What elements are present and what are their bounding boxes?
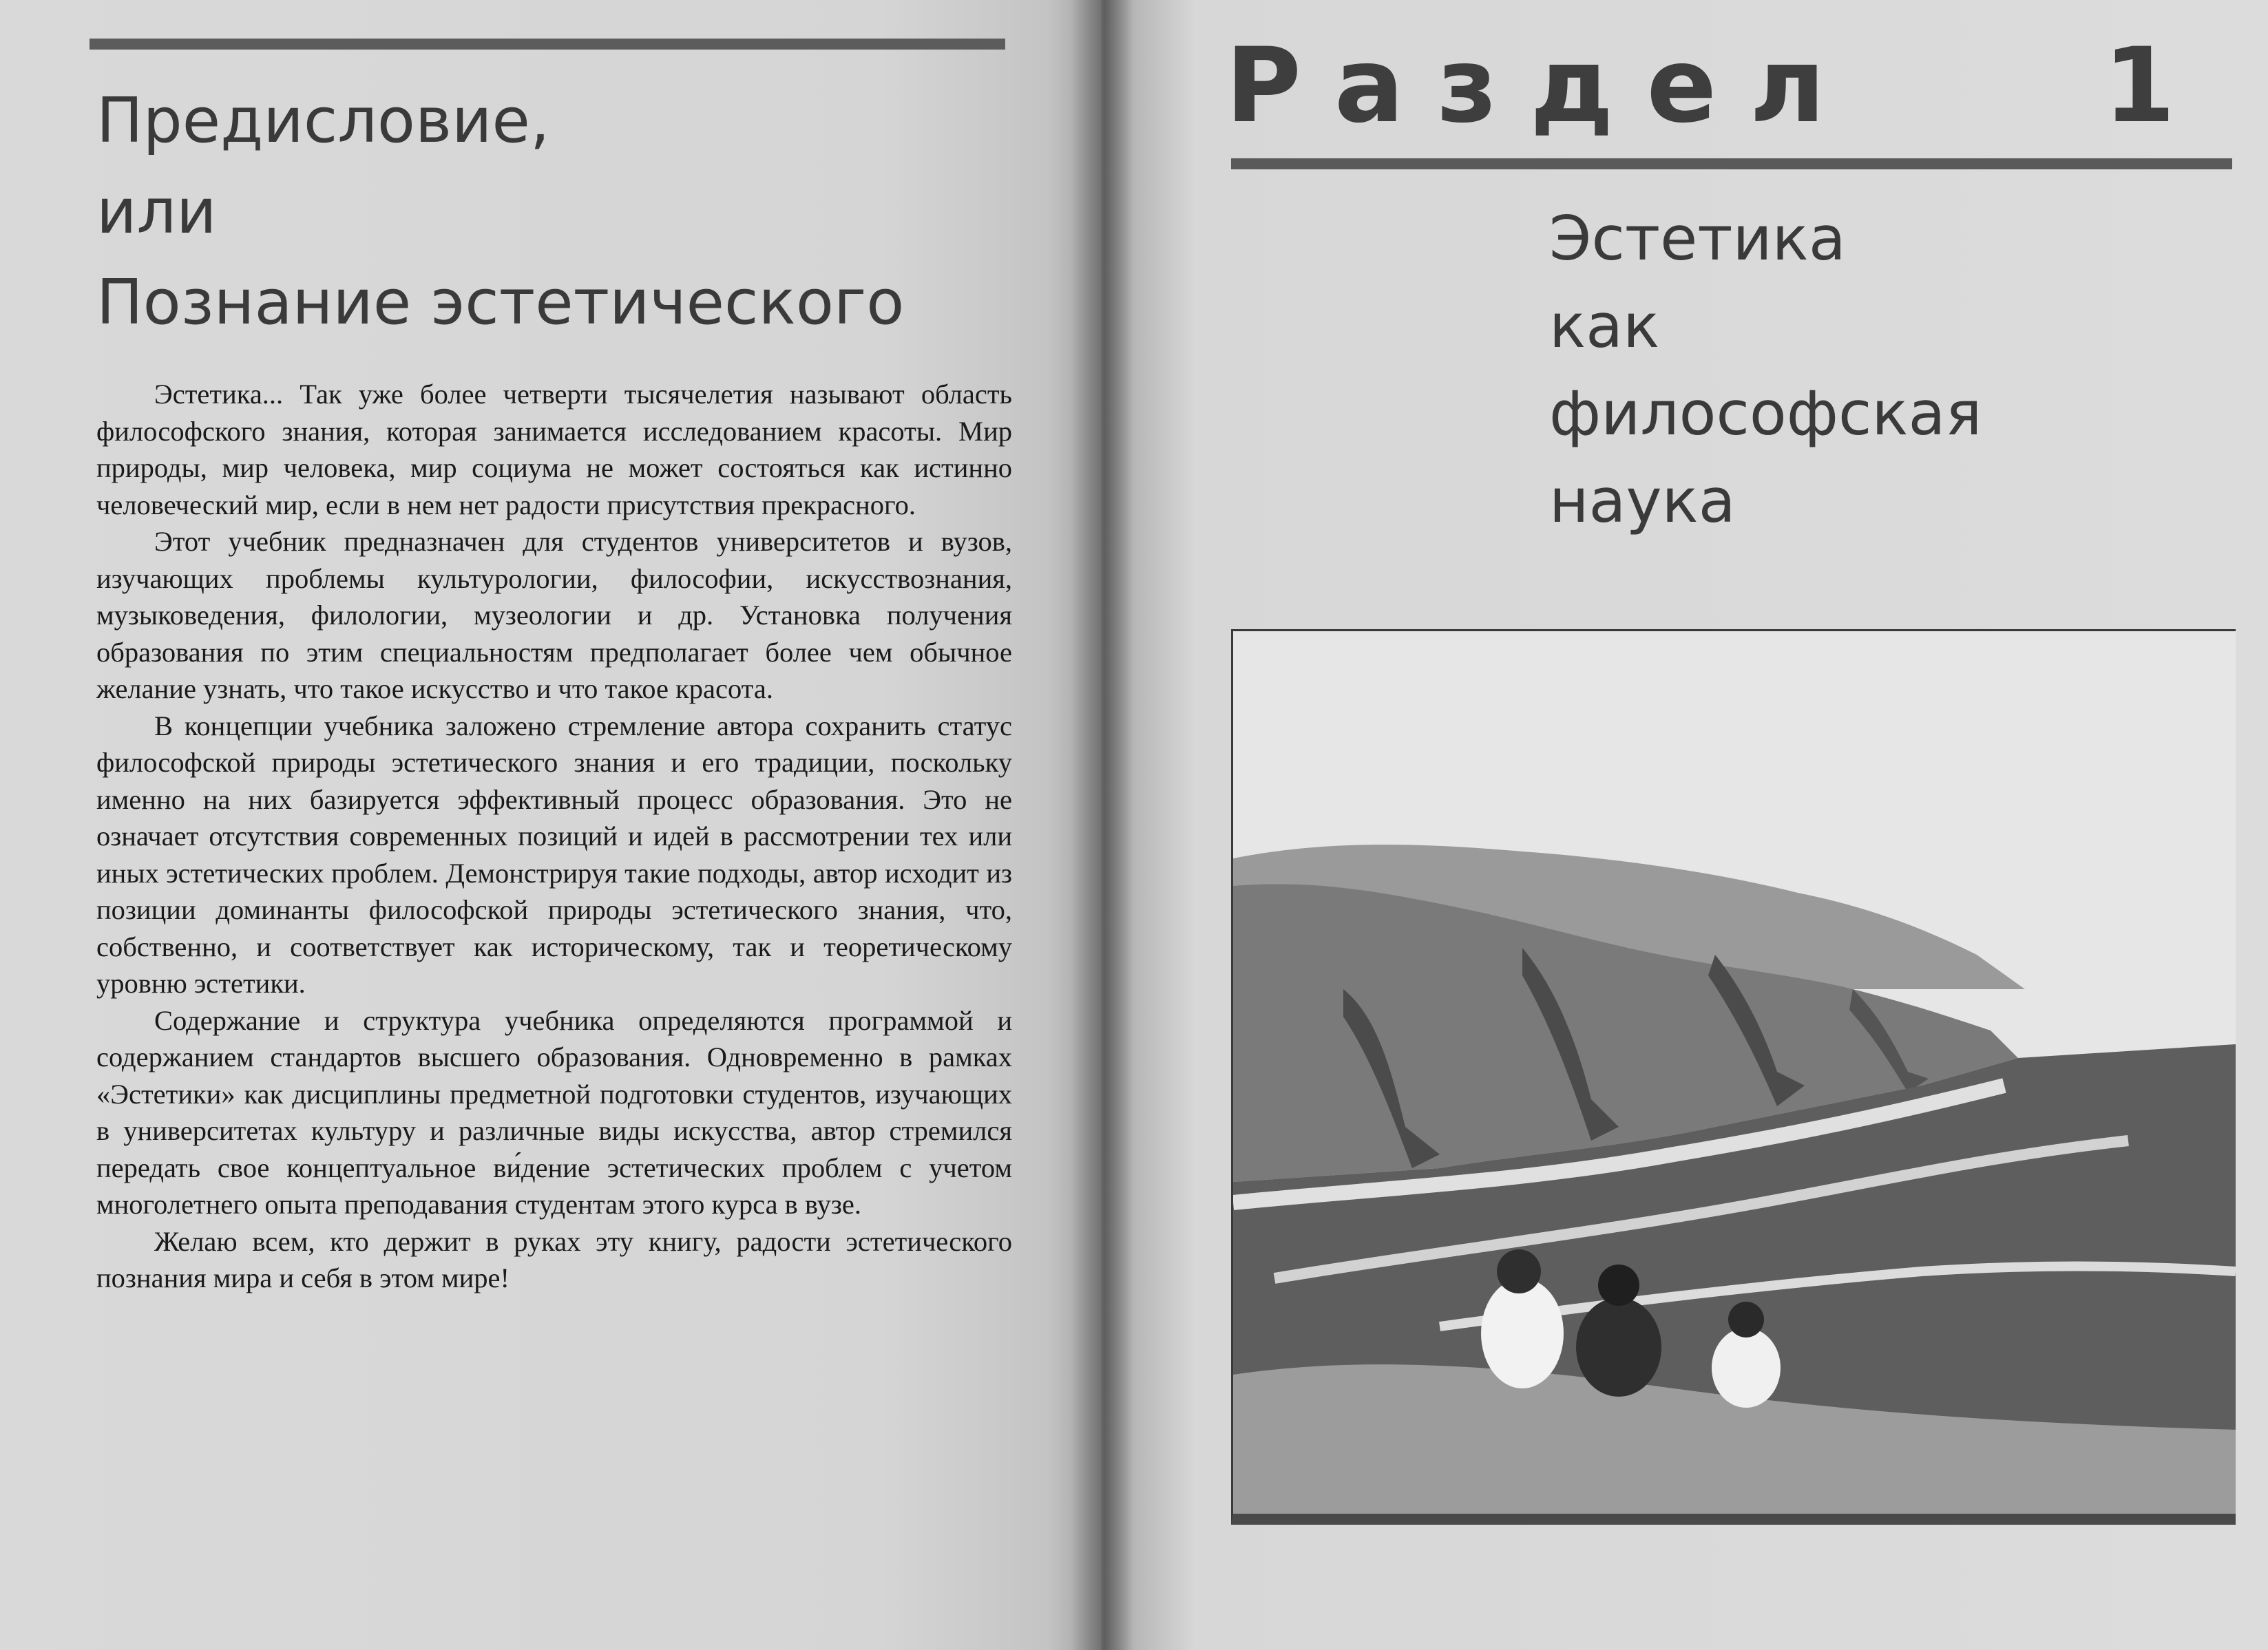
preface-title-line-3: Познание эстетического — [96, 266, 905, 339]
paragraph-3: В концепции учебника заложено стремление автора сохранить статус философской природы эстетического знания и его традиции, поскольку именно на них базируется эффективный процесс образования. Это не означает отсутствия современных позиций и идей в рассмотрении тех или иных эстетических проблем. Демонстрируя такие подходы, автор исходит из позиции доминанты философской природы эстетического знания, что, собственно, и соответствует как историческому, так и теоретическому уровню эстетики. — [96, 710, 1012, 999]
paragraph-1: Эстетика... Так уже более четверти тысячелетия называют область философского знания, которая занимается исследованием красоты. Мир природы, мир человека, мир социума не может состояться как истинно человеческий мир, если в нем нет радости присутствия прекрасного. — [96, 379, 1012, 520]
section-title-line-3: философская — [1549, 378, 1982, 449]
top-rule-right — [1231, 158, 2232, 169]
photo-person-2-head — [1598, 1265, 1639, 1306]
section-heading — [1226, 26, 2176, 146]
photo-person-2 — [1576, 1298, 1661, 1397]
section-word: Раздел — [1226, 26, 1859, 146]
photo-illustration — [1233, 631, 2236, 1514]
section-title-line-2: как — [1549, 290, 1660, 361]
paragraph-5: Желаю всем, кто держит в руках эту книгу, радости эстетического познания мира и себя в этом мире! — [96, 1225, 1012, 1293]
section-number: 1 — [2103, 26, 2176, 146]
preface-title — [96, 76, 1012, 348]
paragraph-2: Этот учебник предназначен для студентов университетов и вузов, изучающих проблемы культурологии, философии, искусствознания, музыковедения, филологии, музеологии и др. Установка получения образования по этим специальностям предполагает более чем обычное желание узнать, что такое искусство и что такое красота. — [96, 526, 1012, 704]
preface-body — [96, 376, 1012, 1297]
photo-person-3-head — [1728, 1302, 1764, 1337]
photo-person-1-head — [1497, 1249, 1541, 1293]
coastal-cliffs-photo — [1231, 629, 2236, 1525]
photo-person-1 — [1481, 1278, 1564, 1388]
section-title-line-1: Эстетика — [1549, 203, 1846, 274]
top-rule-left — [90, 39, 1005, 50]
paragraph-4: Содержание и структура учебника определяются программой и содержанием стандартов высшего образования. Одновременно в рамках «Эстетики» как дисциплины предметной подготовки студентов, изучающих в университетах культуру и различные виды искусства, автор стремился передать свое концептуальное ви́дение эстетических проблем с учетом многолетнего опыта преподавания студентам этого курса в вузе. — [96, 1004, 1012, 1220]
book-gutter — [1071, 0, 1133, 1650]
preface-title-line-2: или — [96, 176, 217, 248]
section-title-line-4: наука — [1549, 465, 1736, 536]
preface-title-line-1: Предисловие, — [96, 85, 550, 157]
section-title — [1549, 195, 2169, 544]
photo-person-3 — [1712, 1328, 1781, 1408]
